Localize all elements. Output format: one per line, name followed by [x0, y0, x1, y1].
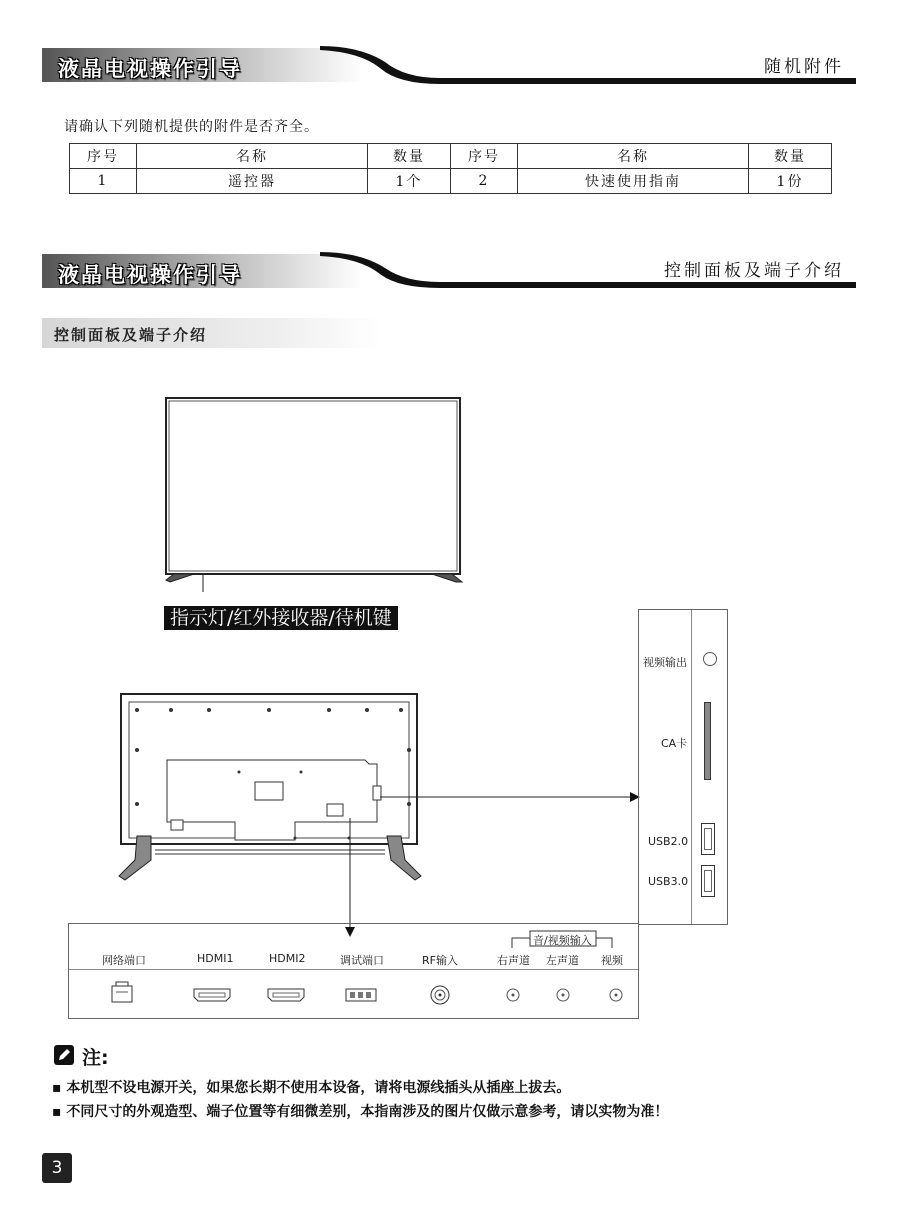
port-label-hdmi1: HDMI1 [197, 952, 234, 965]
header-title: 液晶电视操作引导 [58, 262, 242, 287]
hdmi2-port-icon [268, 989, 304, 1001]
page-number: 3 [42, 1153, 72, 1183]
port-label-hdmi2: HDMI2 [269, 952, 306, 965]
port-label-debug: 调试端口 [340, 954, 384, 967]
intro-text: 请确认下列随机提供的附件是否齐全。 [64, 119, 319, 135]
notes-title: 注: [82, 1047, 109, 1069]
video-out-jack-icon [703, 652, 717, 666]
audio-right-jack-icon [507, 989, 519, 1001]
table-header-cell: 名称 [137, 144, 368, 169]
rf-port-icon [431, 986, 449, 1004]
table-header-cell: 序号 [70, 144, 137, 169]
video-in-jack-icon [610, 989, 622, 1001]
table-cell: 1个 [368, 169, 451, 194]
table-cell: 1 [70, 169, 137, 194]
table-cell: 遥控器 [137, 169, 368, 194]
table-header-cell: 序号 [451, 144, 518, 169]
port-label-audio-left: 左声道 [546, 954, 579, 967]
av-group-label: 音/视频输入 [533, 934, 592, 947]
bottom-port-icons [68, 970, 637, 1016]
video-out-label: 视频输出 [643, 656, 687, 669]
header-title: 液晶电视操作引导 [58, 56, 242, 81]
subsection-title: 控制面板及端子介绍 [54, 326, 208, 344]
audio-left-jack-icon [557, 989, 569, 1001]
ca-card-slot-icon [704, 702, 711, 780]
table-cell: 快速使用指南 [518, 169, 749, 194]
table-header-cell: 数量 [368, 144, 451, 169]
ca-card-label: CA卡 [661, 737, 688, 750]
table-cell: 2 [451, 169, 518, 194]
table-header-cell: 名称 [518, 144, 749, 169]
usb3-port-icon [701, 865, 715, 897]
usb3-label: USB3.0 [648, 875, 689, 888]
port-label-rf: RF输入 [422, 954, 458, 967]
front-indicator-label: 指示灯/红外接收器/待机键 [164, 606, 398, 630]
usb2-port-icon [701, 823, 715, 855]
port-label-video: 视频 [601, 954, 623, 967]
debug-port-icon [346, 989, 376, 1001]
note-item: ▪ 本机型不设电源开关，如果您长期不使用本设备，请将电源线插头从插座上拔去。 [52, 1080, 571, 1096]
header-section-title: 控制面板及端子介绍 [664, 261, 844, 281]
note-item: ▪ 不同尺寸的外观造型、端子位置等有细微差别，本指南涉及的图片仅做示意参考，请以实物为准！ [52, 1104, 669, 1120]
table-header-cell: 数量 [749, 144, 832, 169]
network-port-icon [112, 982, 132, 1002]
table-cell: 1份 [749, 169, 832, 194]
hdmi1-port-icon [194, 989, 230, 1001]
port-label-audio-right: 右声道 [497, 954, 530, 967]
header-section-title: 随机附件 [764, 57, 844, 77]
port-label-network: 网络端口 [102, 954, 146, 967]
usb2-label: USB2.0 [648, 835, 689, 848]
pencil-icon [54, 1045, 74, 1065]
